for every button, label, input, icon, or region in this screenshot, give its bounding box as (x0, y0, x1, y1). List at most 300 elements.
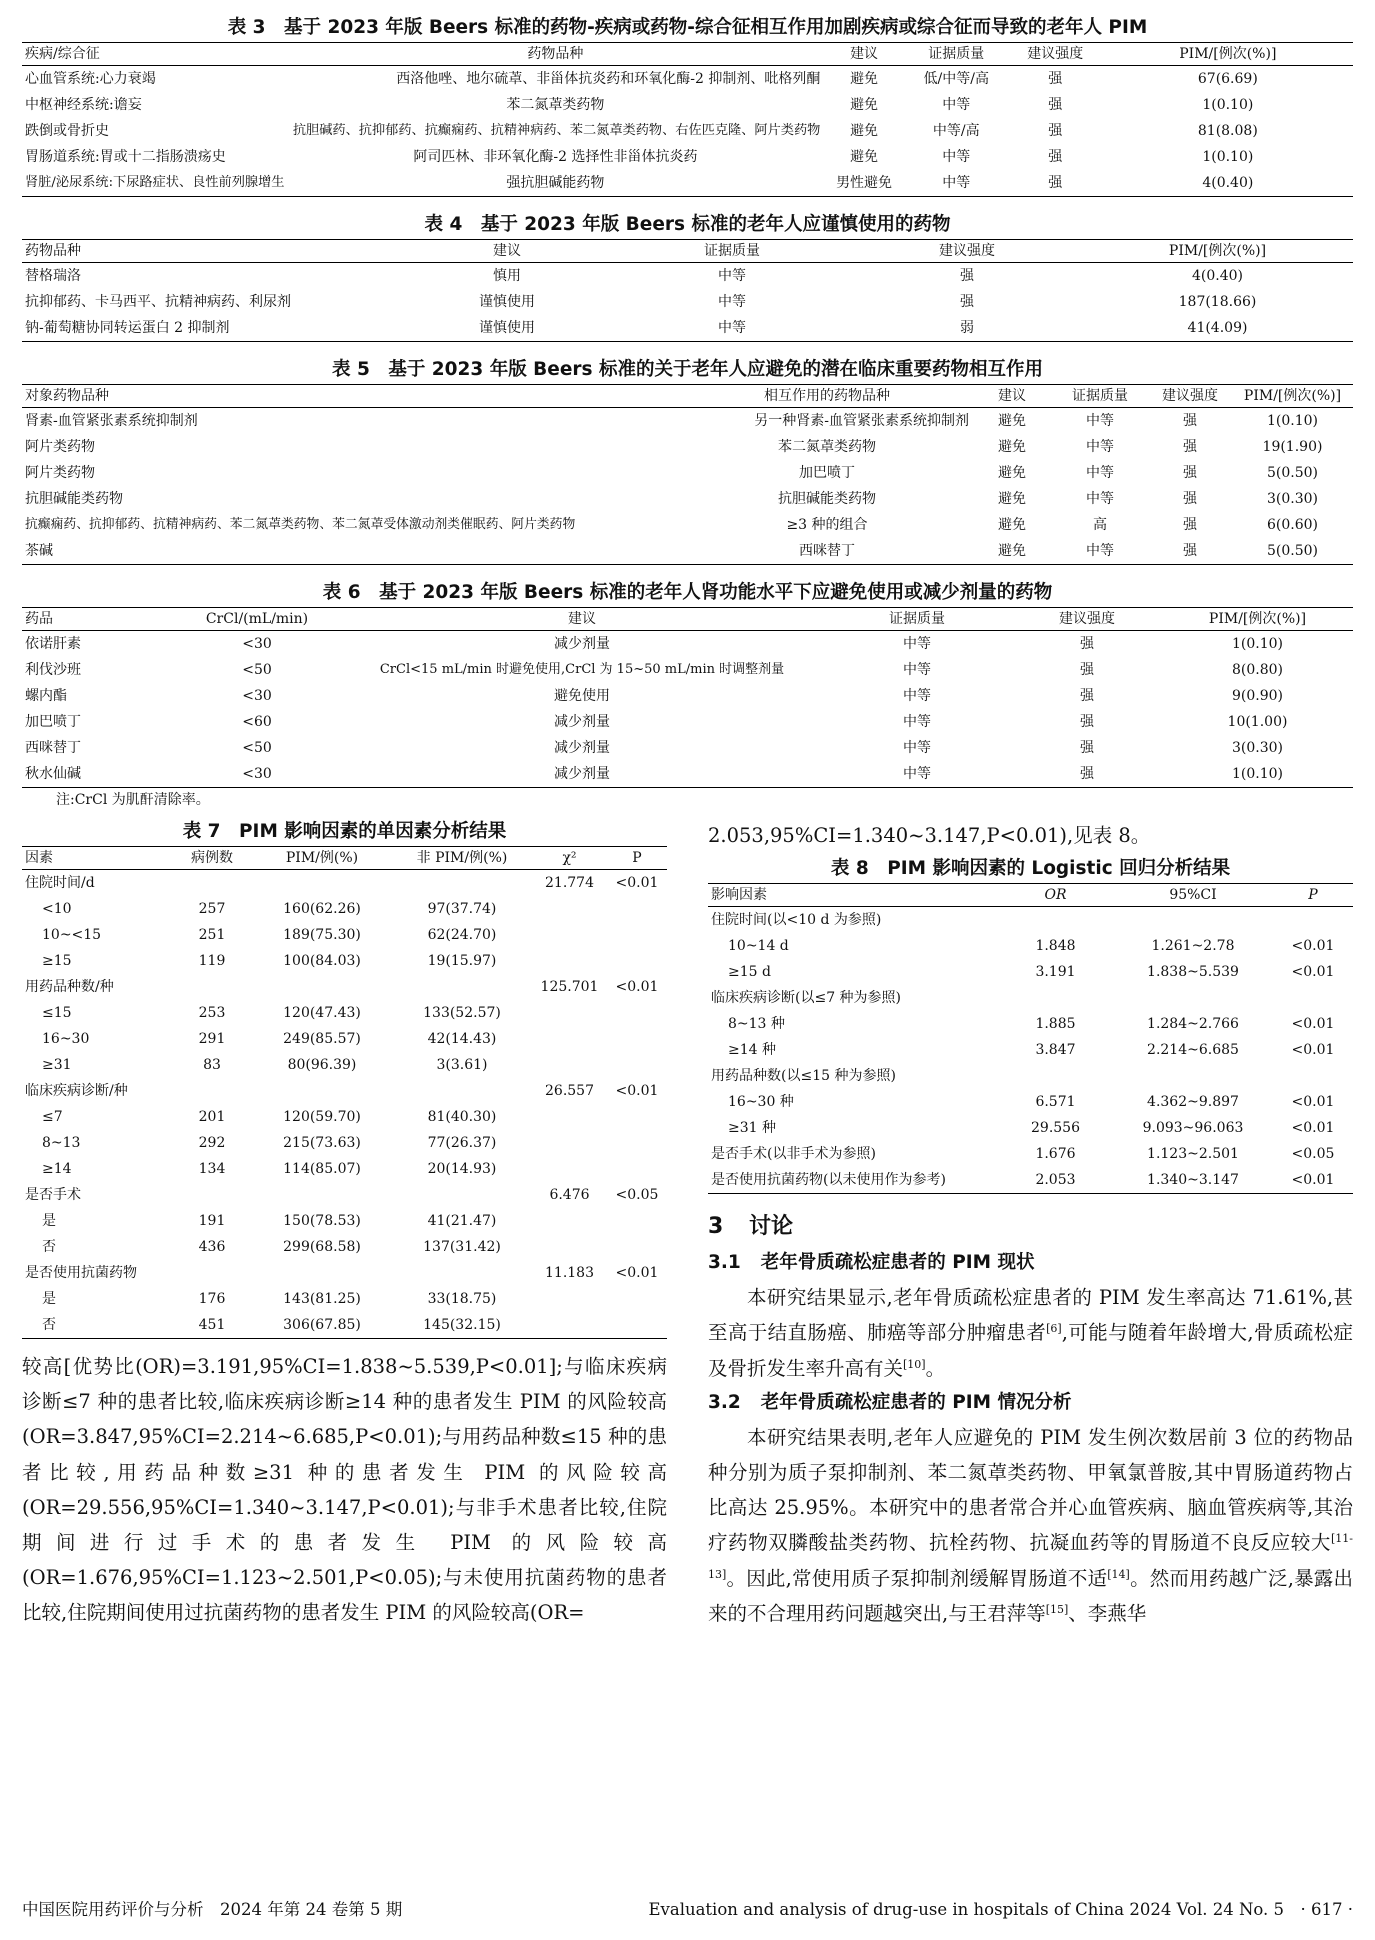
cell: 否 (42, 1239, 56, 1255)
cell: 避免 (998, 491, 1026, 507)
cell: 强 (1183, 491, 1197, 507)
cell: 62(24.70) (427, 927, 497, 943)
table-row (22, 1312, 667, 1339)
cell: 1(0.10) (1231, 636, 1283, 652)
th: 对象药物品种 (22, 385, 682, 408)
cell: 胃肠道系统:胃或十二指肠溃疡史 (25, 149, 226, 165)
table-row (708, 907, 1353, 934)
cell: 中等 (903, 636, 931, 652)
cell: 77(26.37) (427, 1135, 497, 1151)
table5 (22, 384, 1353, 565)
citation: [6] (1046, 1322, 1062, 1336)
cell (607, 1130, 667, 1156)
th: PIM/[例次(%)] (1103, 43, 1353, 66)
table-row (22, 631, 1353, 658)
cell: 茶碱 (22, 538, 682, 565)
cell (172, 870, 252, 897)
text: 本研究结果显示,老年骨质疏松症患者的 PIM 发生率高达 71.61%,甚至高于结直肠癌、肺癌等部分肿瘤患者 (708, 1286, 1353, 1345)
cell: 肾脏/泌尿系统:下尿路症状、良性前列腺增生 (22, 170, 287, 197)
table4-header (22, 240, 1353, 263)
subsection-number: 3.1 (708, 1252, 741, 1274)
cell (532, 896, 607, 922)
cell: 慎用 (493, 268, 521, 284)
right-top-text: 2.053,95%CI=1.340~3.147,P<0.01),见表 8。 (708, 824, 1151, 847)
cell (607, 1156, 667, 1182)
table7 (22, 846, 667, 1339)
cell: 251 (198, 927, 226, 943)
cell: 120(47.43) (283, 1005, 361, 1021)
cell: 强 (1183, 413, 1197, 429)
paragraph (708, 1280, 1353, 1386)
cell: 中等 (1052, 538, 1148, 565)
cell: 19(1.90) (1262, 439, 1323, 455)
table-row (22, 1000, 667, 1026)
section-heading (708, 1208, 1353, 1246)
section-title: 讨论 (748, 1214, 793, 1240)
cell: 6(0.60) (1266, 517, 1318, 533)
cell: 143(81.25) (283, 1291, 361, 1307)
cell: 是 (42, 1213, 56, 1229)
cell: ≤7 (42, 1109, 63, 1125)
cell: 跌倒或骨折史 (25, 123, 109, 139)
cell: 451 (172, 1312, 252, 1339)
cell: <0.01 (615, 979, 659, 995)
cell (1273, 1063, 1353, 1089)
cell: 1(0.10) (1266, 413, 1318, 429)
th: 建议强度 (1008, 43, 1103, 66)
cell: 西洛他唑、地尔硫䓬、非甾体抗炎药和环氧化酶-2 抑制剂、吡格列酮 (396, 71, 821, 87)
cell: 120(59.70) (283, 1109, 361, 1125)
cell: 中等 (1086, 491, 1114, 507)
cell: 中等 (903, 714, 931, 730)
cell: 191 (198, 1213, 226, 1229)
cell: 中等 (1086, 465, 1114, 481)
th: PIM/例(%) (252, 847, 392, 870)
cell: 10(1.00) (1227, 714, 1288, 730)
cell (392, 1260, 532, 1286)
cell (1113, 985, 1273, 1011)
cell: 134 (198, 1161, 226, 1177)
cell (1113, 907, 1273, 934)
table-row (22, 486, 1353, 512)
cell: 80(96.39) (287, 1057, 357, 1073)
table-row (22, 92, 1353, 118)
cell (1273, 985, 1353, 1011)
cell: 125.701 (540, 979, 599, 995)
cell: 1(0.10) (1202, 97, 1254, 113)
table-row (22, 315, 1353, 342)
th: 证据质量 (822, 608, 1012, 631)
cell: 中等 (903, 688, 931, 704)
table-row (22, 289, 1353, 315)
cell: 4(0.40) (1103, 170, 1353, 197)
cell: 3(0.30) (1266, 491, 1318, 507)
cell: <0.01 (1291, 1042, 1335, 1059)
table-row (22, 1130, 667, 1156)
cell: 2.214~6.685 (1147, 1042, 1239, 1059)
cell (532, 1130, 607, 1156)
cell: 9.093~96.063 (1142, 1120, 1244, 1137)
cell: 1(0.10) (1202, 149, 1254, 165)
cell: 3(3.61) (436, 1057, 488, 1073)
cell: <30 (242, 688, 272, 704)
cell: 抗胆碱能类药物 (778, 491, 876, 507)
cell: 145(32.15) (392, 1312, 532, 1339)
th: PIM/[例次(%)] (1232, 385, 1353, 408)
table-row (708, 985, 1353, 1011)
cell: 临床疾病诊断(以≤7 种为参照) (711, 990, 902, 1007)
cell: 119 (198, 953, 226, 969)
cell: 8(0.80) (1231, 662, 1283, 678)
table-row (708, 1089, 1353, 1115)
cell (607, 1286, 667, 1312)
cell: 西咪替丁 (682, 538, 972, 565)
cell: 1.340~3.147 (1113, 1167, 1273, 1194)
table-row (22, 1182, 667, 1208)
cell: 137(31.42) (423, 1239, 501, 1255)
cell: <60 (242, 714, 272, 730)
cell: 100(84.03) (283, 953, 361, 969)
cell: 强 (1048, 149, 1063, 165)
th: 建议 (823, 43, 904, 66)
cell: 避免 (998, 465, 1026, 481)
table7-body (22, 870, 667, 1339)
paragraph (708, 1420, 1353, 1631)
cell: 8~13 (42, 1135, 81, 1151)
cell (172, 1260, 252, 1286)
cell: 1.676 (1035, 1146, 1076, 1163)
cell: 97(37.74) (427, 901, 497, 917)
cell: <0.01 (1273, 1167, 1353, 1194)
cell (532, 1312, 607, 1339)
citation: [14] (1107, 1567, 1130, 1581)
cell: 4(0.40) (1191, 268, 1243, 284)
table-row (22, 538, 1353, 565)
cell: 谨慎使用 (479, 294, 535, 310)
subsection-heading (708, 1246, 1353, 1280)
cell: 26.557 (545, 1083, 594, 1099)
cell: 1(0.10) (1162, 761, 1353, 788)
cell (998, 907, 1113, 934)
table6-note: 注:CrCl 为肌酐清除率。 (56, 792, 210, 808)
table7-header (22, 847, 667, 870)
cell: <0.01 (1291, 938, 1335, 955)
cell: 减少剂量 (554, 636, 610, 652)
cell: 弱 (852, 315, 1082, 342)
cell (607, 1000, 667, 1026)
table-row (708, 933, 1353, 959)
table-row (708, 959, 1353, 985)
table-row (708, 1167, 1353, 1194)
cell: 1.261~2.78 (1151, 938, 1235, 955)
table6 (22, 607, 1353, 788)
cell: 强 (1080, 714, 1094, 730)
text: 、李燕华 (1068, 1601, 1147, 1625)
table-row (22, 974, 667, 1000)
table-row (22, 144, 1353, 170)
cell: 81(8.08) (1197, 123, 1258, 139)
cell: <0.05 (615, 1187, 659, 1203)
th: 建议 (972, 385, 1052, 408)
cell: ≥31 (42, 1057, 72, 1073)
cell (607, 1312, 667, 1339)
cell: 男性避免 (823, 170, 904, 197)
left-column (22, 818, 667, 1631)
cell (252, 974, 392, 1000)
cell: 加巴喷丁 (25, 714, 81, 730)
cell: 10~<15 (42, 927, 102, 943)
cell (532, 1156, 607, 1182)
cell (532, 1052, 607, 1078)
th: 因素 (22, 847, 172, 870)
cell: 3.847 (1035, 1042, 1076, 1059)
cell (392, 974, 532, 1000)
cell: 16~30 种 (728, 1094, 794, 1111)
cell: 249(85.57) (283, 1031, 361, 1047)
table-row (22, 657, 1353, 683)
table-row (22, 512, 1353, 538)
cell (607, 896, 667, 922)
text: 。因此,常使用质子泵抑制剂缓解胃肠道不适 (726, 1566, 1108, 1590)
cell: 强 (1183, 517, 1197, 533)
table-row (708, 1037, 1353, 1063)
cell (532, 1286, 607, 1312)
cell: 114(85.07) (283, 1161, 361, 1177)
table-row (22, 263, 1353, 290)
cell: 83 (203, 1057, 221, 1073)
th: 药物品种 (22, 240, 402, 263)
cell: 抗胆碱能类药物 (25, 491, 123, 507)
table-row (22, 922, 667, 948)
cell: 强 (1148, 538, 1232, 565)
cell: <0.01 (615, 1083, 659, 1099)
right-column (708, 818, 1353, 1631)
cell: 减少剂量 (554, 714, 610, 730)
cell: 20(14.93) (427, 1161, 497, 1177)
cell: 42(14.43) (427, 1031, 497, 1047)
cell: 5(0.50) (1232, 538, 1353, 565)
left-body-text: 较高[优势比(OR)=3.191,95%CI=1.838~5.539,P<0.01];与临床疾病诊断≤7 种的患者比较,临床疾病诊断≥14 种的患者发生 PIM 的风险较高(OR=3.847,95%CI=2.214~6.685,P<0.01);与用药品种数≤15 种的患者比较,用药品种数≥31 种的患者发生 PIM 的风险较高(OR=29.556,95%CI=1.340~3.147,P<0.01);与非手术患者比较,住院期间进行过手术的患者发生 PIM 的风险较高(OR=1.676,95%CI=1.123~2.501,P<0.05);与未使用抗菌药物的患者比较,住院期间使用过抗菌药物的患者发生 PIM 的风险较高(OR= (22, 1355, 667, 1625)
table-row (22, 1156, 667, 1182)
cell (607, 1234, 667, 1260)
table-row (708, 1141, 1353, 1167)
table-row (708, 1011, 1353, 1037)
table-row (22, 118, 1353, 144)
cell (252, 1260, 392, 1286)
cell (1273, 907, 1353, 934)
table-row (22, 1234, 667, 1260)
cell: 住院时间(以<10 d 为参照) (711, 912, 882, 929)
cell: 避免 (850, 149, 879, 165)
table8-body (708, 907, 1353, 1194)
text: 。然而用药越广泛,暴露出来的不合理用药问题越突出,与王君萍等 (708, 1566, 1353, 1625)
cell: 阿司匹林、非环氧化酶-2 选择性非甾体抗炎药 (413, 149, 698, 165)
cell: 螺内酯 (25, 688, 67, 704)
th: P (1273, 884, 1353, 907)
cell: 强 (1048, 123, 1063, 139)
cell: 29.556 (1031, 1120, 1080, 1137)
cell: 201 (198, 1109, 226, 1125)
cell: <0.01 (1291, 1094, 1335, 1111)
th: 相互作用的药物品种 (682, 385, 972, 408)
table-row (22, 66, 1353, 93)
table-row (22, 1052, 667, 1078)
cell: 中等 (1086, 413, 1114, 429)
cell (532, 1026, 607, 1052)
cell: 阿片类药物 (25, 439, 95, 455)
th: 证据质量 (612, 240, 852, 263)
cell: 强 (960, 268, 974, 284)
th: 证据质量 (905, 43, 1008, 66)
cell: <0.01 (615, 1265, 659, 1281)
cell: 阿片类药物 (25, 465, 95, 481)
cell: 中等 (903, 740, 931, 756)
th: OR (998, 884, 1113, 907)
th: 药品 (22, 608, 172, 631)
citation: [11-13] (708, 1532, 1353, 1581)
cell: 强 (1183, 465, 1197, 481)
cell: <0.05 (1291, 1146, 1335, 1163)
table-row (22, 709, 1353, 735)
cell (172, 1078, 252, 1104)
cell: ≥15 (42, 953, 72, 969)
cell: ≥3 种的组合 (786, 517, 868, 533)
cell: 替格瑞洛 (25, 268, 81, 284)
cell (532, 1104, 607, 1130)
cell: 9(0.90) (1231, 688, 1283, 704)
cell: 强 (1183, 439, 1197, 455)
table-row (22, 761, 1353, 788)
cell: 19(15.97) (427, 953, 497, 969)
cell: 另一种肾素-血管紧张素系统抑制剂 (754, 413, 969, 429)
cell: 4.362~9.897 (1147, 1094, 1239, 1111)
table-row (22, 948, 667, 974)
cell (1113, 1063, 1273, 1089)
cell: 5(0.50) (1266, 465, 1318, 481)
table3-caption: 表 3 基于 2023 年版 Beers 标准的药物-疾病或药物-综合征相互作用加剧疾病或综合征而导致的老年人 PIM (227, 17, 1148, 38)
cell: 减少剂量 (554, 740, 610, 756)
cell: 11.183 (545, 1265, 594, 1281)
cell: 强 (1080, 688, 1094, 704)
cell: 189(75.30) (283, 927, 361, 943)
cell: 减少剂量 (342, 761, 822, 788)
cell: 苯二氮䓬类药物 (506, 97, 605, 113)
table-row (708, 1115, 1353, 1141)
th: 病例数 (172, 847, 252, 870)
citation: [10] (903, 1357, 926, 1371)
cell: 用药品种数(以≤15 种为参照) (711, 1068, 896, 1085)
cell: 436 (198, 1239, 226, 1255)
cell: 中等 (718, 268, 746, 284)
cell (252, 1078, 392, 1104)
cell (532, 948, 607, 974)
table-row (22, 1260, 667, 1286)
cell: 253 (198, 1005, 226, 1021)
cell: ≤15 (42, 1005, 72, 1021)
cell: <50 (242, 740, 272, 756)
cell: 抗胆碱药、抗抑郁药、抗癫痫药、抗精神病药、苯二氮䓬类药物、右佐匹克隆、阿片类药物 (292, 123, 821, 138)
table-row (708, 1063, 1353, 1089)
cell: 292 (198, 1135, 226, 1151)
table5-caption: 表 5 基于 2023 年版 Beers 标准的关于老年人应避免的潜在临床重要药物相互作用 (332, 359, 1043, 380)
cell: 150(78.53) (283, 1213, 361, 1229)
cell: 215(73.63) (283, 1135, 361, 1151)
cell: 6.476 (549, 1187, 590, 1203)
text: 本研究结果表明,老年人应避免的 PIM 发生例次数居前 3 位的药物品种分别为质子泵抑制剂、苯二氮䓬类药物、甲氧氯普胺,其中胃肠道药物占比高达 25.95%。本研究中的患者常合并心血管疾病、脑血管疾病等,其治疗药物双膦酸盐类药物、抗栓药物、抗凝血药等的胃肠道不良反应较大 (708, 1425, 1353, 1555)
cell: <0.01 (615, 875, 659, 891)
subsection-title: 老年骨质疏松症患者的 PIM 情况分析 (760, 1391, 1072, 1413)
cell: 3.191 (1035, 964, 1076, 981)
table3-header (22, 43, 1353, 66)
cell: 秋水仙碱 (22, 761, 172, 788)
cell (607, 1052, 667, 1078)
th: CrCl/(mL/min) (172, 608, 342, 631)
table-row (22, 1208, 667, 1234)
cell: 抗癫痫药、抗抑郁药、抗精神病药、苯二氮䓬类药物、苯二氮䓬受体激动剂类催眠药、阿片类药物 (25, 517, 576, 532)
cell: 中等 (903, 662, 931, 678)
cell (532, 1234, 607, 1260)
cell: 是 (42, 1291, 56, 1307)
cell: 1.123~2.501 (1147, 1146, 1239, 1163)
table6-caption: 表 6 基于 2023 年版 Beers 标准的老年人肾功能水平下应避免使用或减少剂量的药物 (322, 582, 1053, 603)
table8 (708, 883, 1353, 1194)
table-row (22, 896, 667, 922)
cell (532, 922, 607, 948)
subsection-heading (708, 1386, 1353, 1420)
cell (607, 948, 667, 974)
cell: 中等 (718, 294, 746, 310)
th: 建议 (342, 608, 822, 631)
cell: 苯二氮䓬类药物 (778, 439, 876, 455)
cell: 避免 (850, 123, 879, 139)
cell: <0.01 (1291, 1120, 1335, 1137)
cell (532, 1000, 607, 1026)
cell: 306(67.85) (252, 1312, 392, 1339)
cell: <30 (242, 636, 272, 652)
cell: 8~13 种 (728, 1016, 785, 1033)
cell: 是否手术(以非手术为参照) (711, 1146, 876, 1163)
cell: 6.571 (1035, 1094, 1076, 1111)
cell: 强抗胆碱能药物 (287, 170, 823, 197)
cell: 1.848 (1035, 938, 1076, 955)
cell: 住院时间/d (25, 875, 95, 891)
cell: 强 (1048, 97, 1063, 113)
cell: 中等 (612, 315, 852, 342)
cell: 是否使用抗菌药物 (25, 1265, 137, 1281)
cell: 利伐沙班 (25, 662, 81, 678)
table-row (22, 434, 1353, 460)
cell: 41(21.47) (427, 1213, 497, 1229)
cell: 强 (960, 294, 974, 310)
cell: 避免 (998, 517, 1026, 533)
cell: 187(18.66) (1178, 294, 1257, 310)
cell (392, 870, 532, 897)
cell: 强 (1008, 170, 1103, 197)
cell: 谨慎使用 (402, 315, 612, 342)
section-number: 3 (708, 1214, 724, 1240)
table8-header (708, 884, 1353, 907)
cell: 291 (198, 1031, 226, 1047)
cell: 299(68.58) (283, 1239, 361, 1255)
cell: 中等 (1086, 439, 1114, 455)
cell: 10~14 d (728, 938, 789, 955)
cell: 强 (1080, 636, 1094, 652)
th: 建议强度 (1012, 608, 1162, 631)
cell (607, 922, 667, 948)
cell: ≥31 种 (728, 1120, 776, 1137)
cell (252, 1182, 392, 1208)
cell: 16~30 (42, 1031, 90, 1047)
